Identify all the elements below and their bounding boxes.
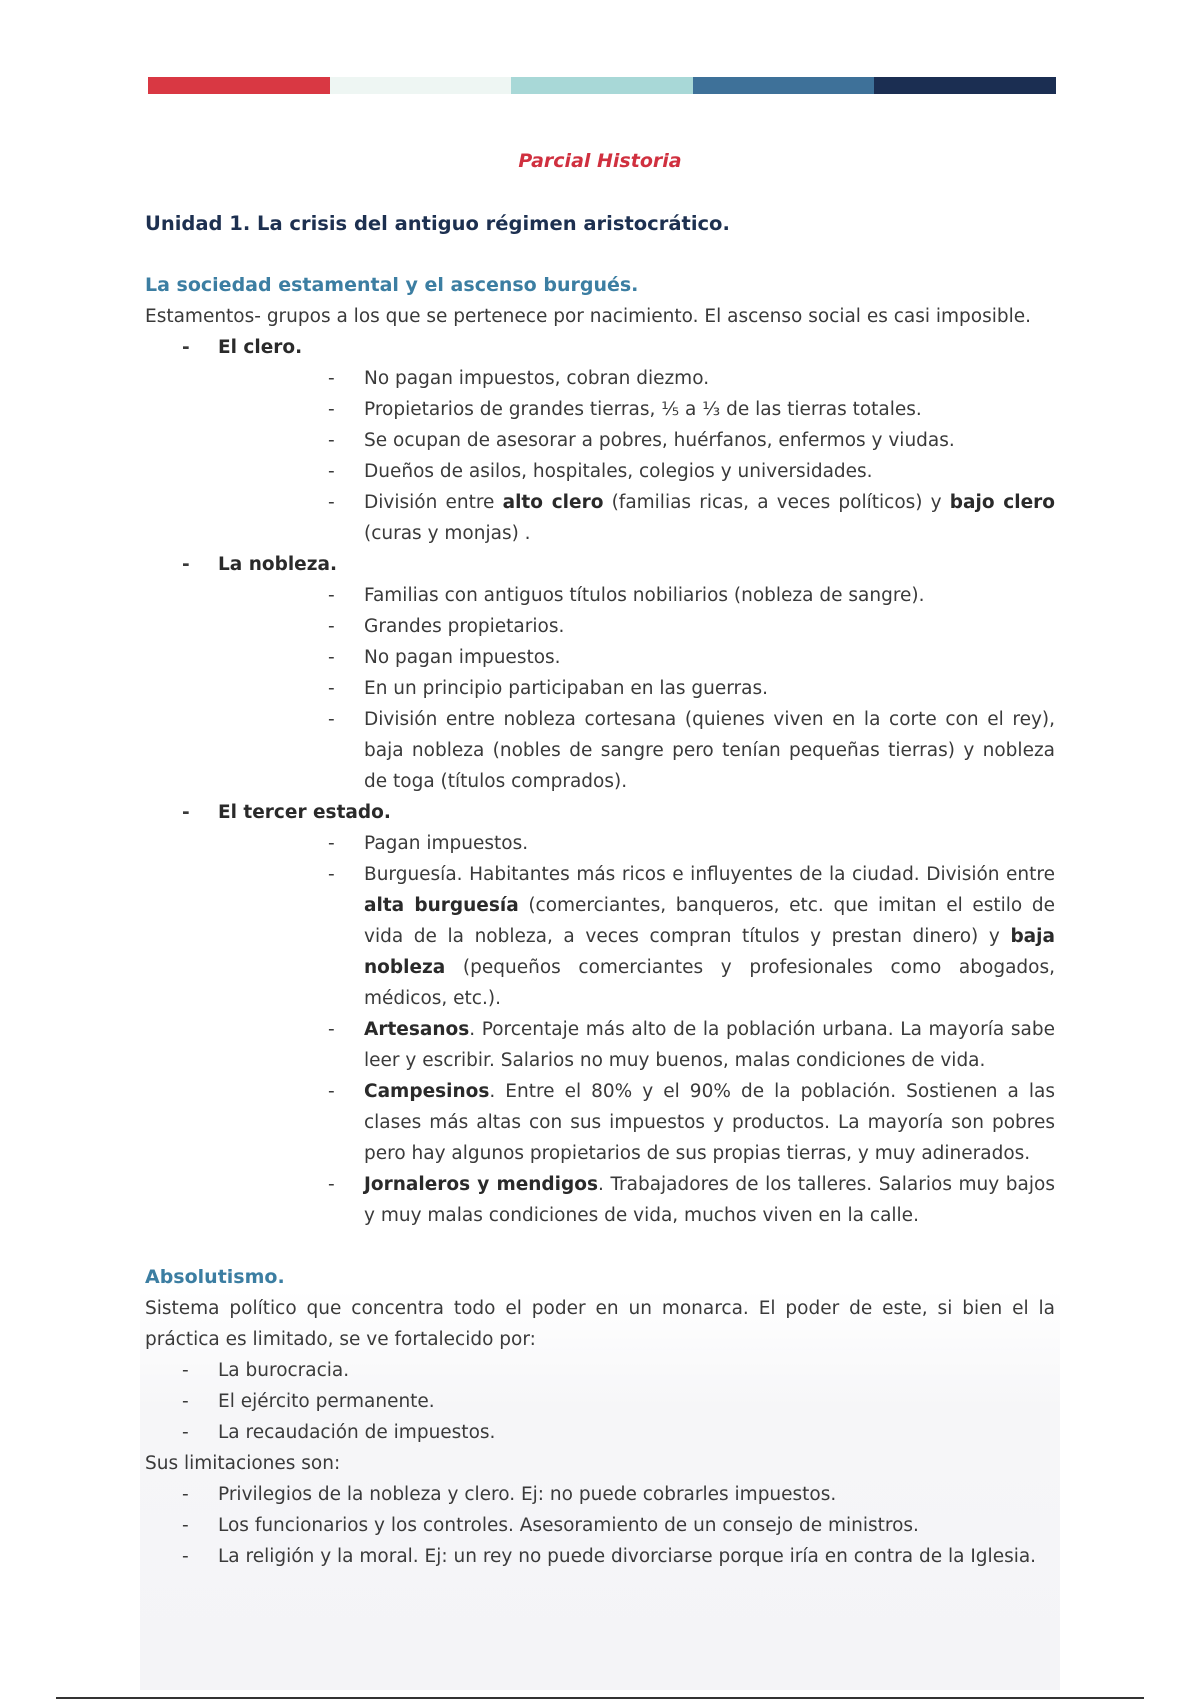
clero-sublist — [218, 363, 1055, 549]
list-item-nobleza — [145, 549, 1055, 797]
list-item: - En un principio participaban en las guerras. — [218, 673, 1055, 704]
list-item: - La recaudación de impuestos. — [145, 1417, 1055, 1448]
list-item-tercer-estado — [145, 797, 1055, 1231]
text: . Trabajadores de los talleres. Salarios muy bajos y muy malas condiciones de vida, muchos viven en la calle. — [364, 1174, 1055, 1226]
color-segment — [511, 77, 693, 94]
list-item: - Pagan impuestos. — [218, 828, 1055, 859]
list-item-clero — [145, 332, 1055, 549]
clero-heading: El clero. — [218, 337, 303, 358]
color-segment — [330, 77, 512, 94]
list-item: - Dueños de asilos, hospitales, colegios y universidades. — [218, 456, 1055, 487]
estamentos-list — [145, 332, 1055, 1231]
bold-term: baja nobleza — [364, 926, 1055, 978]
list-item: - Propietarios de grandes tierras, ⅕ a ⅓ de las tierras totales. — [218, 394, 1055, 425]
limits-intro: Sus limitaciones son: — [145, 1453, 341, 1474]
nobleza-sublist — [218, 580, 1055, 797]
section-heading-absolutismo: Absolutismo. — [145, 1266, 285, 1288]
list-item: - No pagan impuestos. — [218, 642, 1055, 673]
tercer-estado-heading: El tercer estado. — [218, 802, 391, 823]
bottom-rule — [56, 1697, 1144, 1699]
list-item: - La burocracia. — [145, 1355, 1055, 1386]
list-item — [218, 487, 1055, 549]
text: División entre — [364, 492, 503, 513]
section-intro: Sistema político que concentra todo el poder en un monarca. El poder de este, si bien el la práctica es limitado, se ve fortalecido por: — [145, 1298, 1055, 1350]
nobleza-heading: La nobleza. — [218, 554, 338, 575]
color-segment — [693, 77, 875, 94]
strengths-list — [145, 1355, 1055, 1448]
list-item: - El ejército permanente. — [145, 1386, 1055, 1417]
list-item: - División entre nobleza cortesana (quienes viven en la corte con el rey), baja nobleza (nobles de sangre pero tenían pequeñas tierras) y nobleza de toga (títulos comprados). — [218, 704, 1055, 797]
list-item: - No pagan impuestos, cobran diezmo. — [218, 363, 1055, 394]
doc-title: Parcial Historia — [518, 150, 682, 172]
list-item — [218, 1076, 1055, 1169]
list-item: - Privilegios de la nobleza y clero. Ej: no puede cobrarles impuestos. — [145, 1479, 1055, 1510]
list-item — [218, 859, 1055, 1014]
text: . Entre el 80% y el 90% de la población. Sostienen a las clases más altas con sus impuestos y productos. La mayoría son pobres pero hay algunos propietarios de sus propias tierras, y muy adinerados. — [364, 1081, 1055, 1164]
header-color-bar — [148, 77, 1056, 94]
list-item — [218, 1014, 1055, 1076]
section-heading-sociedad: La sociedad estamental y el ascenso burgués. — [145, 274, 639, 296]
text: (pequeños comerciantes y profesionales como abogados, médicos, etc.). — [364, 957, 1055, 1009]
text: Burguesía. Habitantes más ricos e influyentes de la ciudad. División entre — [364, 864, 1055, 885]
list-item: - Los funcionarios y los controles. Asesoramiento de un consejo de ministros. — [145, 1510, 1055, 1541]
bold-term: alto clero — [502, 492, 604, 513]
bold-term: Campesinos — [364, 1081, 490, 1102]
bold-term: alta burguesía — [364, 895, 519, 916]
color-segment — [874, 77, 1056, 94]
section-intro: Estamentos- grupos a los que se pertenece por nacimiento. El ascenso social es casi imposible. — [145, 306, 1032, 327]
text: (comerciantes, banqueros, etc. que imitan el estilo de vida de la nobleza, a veces compran títulos y prestan dinero) y — [364, 895, 1055, 947]
list-item — [218, 1169, 1055, 1231]
list-item: - Familias con antiguos títulos nobiliarios (nobleza de sangre). — [218, 580, 1055, 611]
text: (curas y monjas) . — [364, 523, 531, 544]
text: (familias ricas, a veces políticos) y — [603, 492, 950, 513]
bold-term: Jornaleros y mendigos — [364, 1174, 598, 1195]
unit-heading: Unidad 1. La crisis del antiguo régimen aristocrático. — [145, 212, 730, 235]
list-item: - Se ocupan de asesorar a pobres, huérfanos, enfermos y viudas. — [218, 425, 1055, 456]
bold-term: bajo clero — [949, 492, 1055, 513]
bold-term: Artesanos — [364, 1019, 470, 1040]
limits-list — [145, 1479, 1055, 1572]
list-item: - Grandes propietarios. — [218, 611, 1055, 642]
document-page — [145, 140, 1055, 1572]
text: . Porcentaje más alto de la población urbana. La mayoría sabe leer y escribir. Salarios no muy buenos, malas condiciones de vida. — [364, 1019, 1055, 1071]
list-item: - La religión y la moral. Ej: un rey no puede divorciarse porque iría en contra de la Iglesia. — [145, 1541, 1055, 1572]
color-segment — [148, 77, 330, 94]
tercer-estado-sublist — [218, 828, 1055, 1231]
